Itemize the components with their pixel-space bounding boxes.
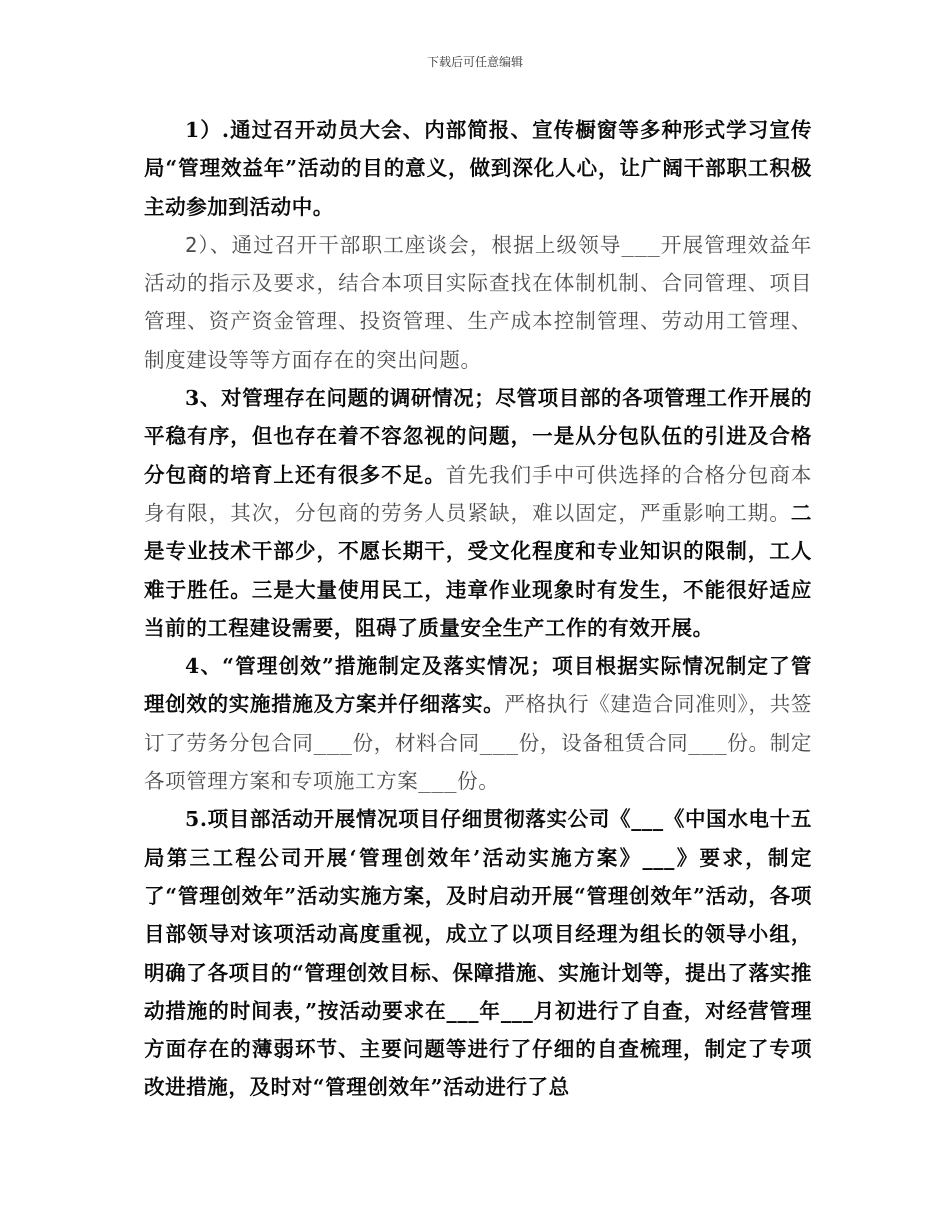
paragraph-5-text: 5.项目部活动开展情况项目仔细贯彻落实公司《___《中国水电十五局第三工程公司开展‘管理创效年’活动实施方案》___》要求，制定了“管理创效年”活动实施方案，及时启动开展“管理创效年”活动，各项目部领导对该项活动高度重视，成立了以项目经理为组长的领导小组，明确了各项目的“管理创效目标、保障措施、实施计划等，提出了落实推动措施的时间表，”按活动要求在___年___月初进行了自查，对经营管理方面存在的薄弱环节、主要问题等进行了仔细的自查梳理，制定了专项改进措施，及时对“管理创效年”活动进行了总 (144, 807, 812, 1100)
paragraph-4-run-1: 4、“管理创效”措施制定及落实情况；项目根据实际情况制定了管理创效的实施措施及方案并仔细落实。 (144, 654, 812, 717)
page-header: 下载后可任意编辑 (426, 55, 523, 69)
document-body (144, 112, 812, 1108)
paragraph-2 (144, 227, 812, 380)
paragraph-1-text: 1）.通过召开动员大会、内部简报、宣传橱窗等多种形式学习宣传局“管理效益年”活动的目的意义，做到深化人心，让广阔干部职工积极主动参加到活动中。 (144, 118, 812, 219)
paragraph-1 (144, 112, 812, 227)
paragraph-2-text: 2）、通过召开干部职工座谈会，根据上级领导___开展管理效益年活动的指示及要求，结合本项目实际查找在体制机制、合同管理、项目管理、资产资金管理、投资管理、生产成本控制管理、劳动用工管理、制度建设等等方面存在的突出问题。 (144, 232, 812, 372)
paragraph-4-run-2: 严格执行《建造合同准则》，共签订了劳务分包合同___份，材料合同___份，设备租赁合同___份。制定各项管理方案和专项施工方案___份。 (144, 692, 813, 794)
paragraph-4 (144, 648, 812, 801)
paragraph-5 (144, 801, 812, 1107)
paragraph-3-run-2: 首先我们手中可供选择的合格分包商本身有限，其次，分包商的劳务人员紧缺，难以固定，严重影响工期。 (144, 462, 812, 525)
paragraph-3-run-1: 3、对管理存在问题的调研情况；尽管项目部的各项管理工作开展的平稳有序，但也存在着不容忽视的问题，一是从分包队伍的引进及合格分包商的培育上还有很多不足。 (144, 386, 812, 487)
paragraph-3-run-3: 二是专业技术干部少，不愿长期干，受文化程度和专业知识的限制，工人难于胜任。三是大量使用民工，违章作业现象时有发生，不能很好适应当前的工程建设需要，阻碍了质量安全生产工作的有效开展。 (144, 500, 812, 640)
paragraph-3 (144, 380, 812, 648)
